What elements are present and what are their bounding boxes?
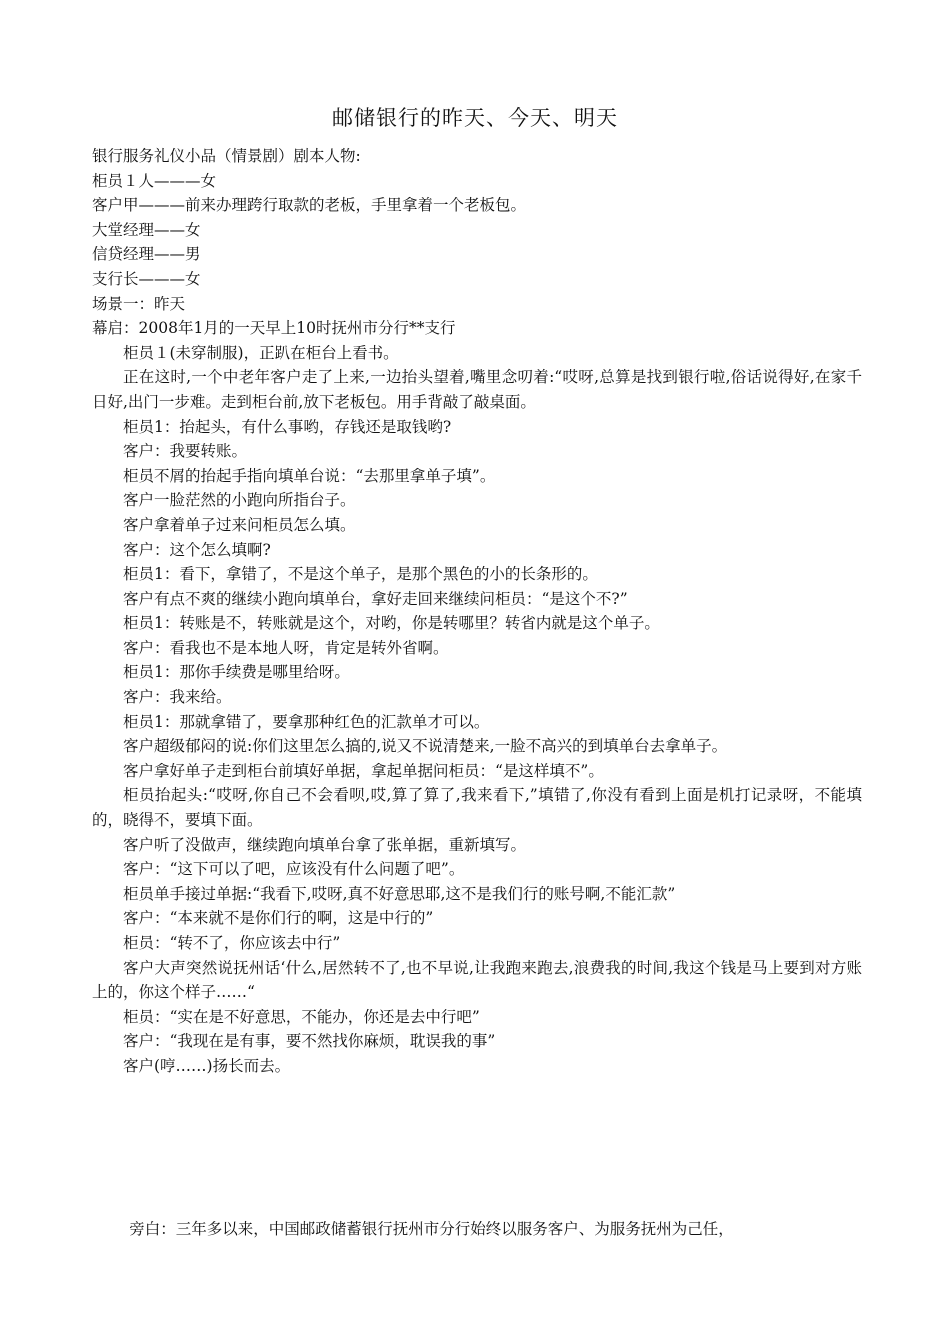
script-paragraph: 客户一脸茫然的小跑向所指台子。 bbox=[123, 491, 356, 510]
script-paragraph: 柜员：“实在是不好意思，不能办，你还是去中行吧” bbox=[123, 1007, 480, 1026]
script-paragraph: 正在这时,一个中老年客户走了上来,一边抬头望着,嘴里念叨着:“哎呀,总算是找到银行啦,俗话说得好,在家千日好,出门一步难。走到柜台前,放下老板包。用手背敲了敲桌面。 bbox=[92, 368, 862, 411]
script-paragraph: 柜员单手接过单据:“我看下,哎呀,真不好意思耶,这不是我们行的账号啊,不能汇款” bbox=[123, 884, 676, 903]
script-paragraph: 幕启：2008年1月的一天早上10时抚州市分行**支行 bbox=[92, 319, 456, 338]
script-paragraph: 柜员1：那你手续费是哪里给呀。 bbox=[123, 663, 350, 682]
narration-paragraph: 旁白：三年多以来，中国邮政储蓄银行抚州市分行始终以服务客户、为服务抚州为己任， bbox=[129, 1220, 734, 1238]
script-paragraph: 客户：我要转账。 bbox=[123, 442, 248, 461]
script-paragraph: 客户：“我现在是有事，要不然找你麻烦，耽误我的事” bbox=[123, 1032, 496, 1051]
script-paragraph: 场景一：昨天 bbox=[92, 294, 186, 313]
script-paragraph: 客户拿好单子走到柜台前填好单据，拿起单据问柜员：“是这样填不”。 bbox=[123, 761, 604, 780]
script-paragraph: 柜员：“转不了，你应该去中行” bbox=[123, 934, 341, 952]
script-paragraph: 客户大声突然说抚州话‘什么,居然转不了,也不早说,让我跑来跑去,浪费我的时间,我这个钱是马上要到对方账上的，你这个样子……“ bbox=[92, 958, 862, 1002]
script-paragraph: 客户听了没做声，继续跑向填单台拿了张单据，重新填写。 bbox=[123, 835, 527, 854]
script-paragraph: 柜员１人———女 bbox=[92, 171, 217, 190]
script-paragraph: 客户：看我也不是本地人呀，肯定是转外省啊。 bbox=[123, 638, 449, 657]
script-paragraph: 柜员1：看下，拿错了，不是这个单子，是那个黑色的小的长条形的。 bbox=[123, 565, 598, 584]
script-paragraph: 客户：这个怎么填啊? bbox=[123, 540, 271, 559]
script-paragraph: 柜员1：那就拿错了，要拿那种红色的汇款单才可以。 bbox=[123, 712, 490, 731]
page-title: 邮储银行的昨天、今天、明天 bbox=[332, 106, 618, 130]
script-paragraph: 客户(哼……)扬长而去。 bbox=[123, 1056, 291, 1075]
script-paragraph: 支行长———女 bbox=[92, 269, 201, 288]
script-paragraph: 大堂经理——女 bbox=[92, 220, 201, 239]
script-paragraph: 客户：我来给。 bbox=[123, 688, 232, 707]
script-paragraph: 柜员1：转账是不，转账就是这个，对哟，你是转哪里？转省内就是这个单子。 bbox=[123, 614, 660, 633]
script-paragraph: 客户有点不爽的继续小跑向填单台，拿好走回来继续问柜员：“是这个不?” bbox=[123, 589, 628, 608]
script-paragraph: 客户甲———前来办理跨行取款的老板，手里拿着一个老板包。 bbox=[92, 196, 527, 215]
script-paragraph: 柜员１(未穿制服)，正趴在柜台上看书。 bbox=[123, 343, 399, 362]
script-paragraph: 柜员1：抬起头，有什么事哟，存钱还是取钱哟? bbox=[123, 417, 452, 436]
script-paragraph: 信贷经理——男 bbox=[92, 245, 201, 264]
script-paragraph: 客户：“这下可以了吧，应该没有什么问题了吧”。 bbox=[123, 860, 465, 879]
script-paragraph: 客户超级郁闷的说:你们这里怎么搞的,说又不说清楚来,一脸不高兴的到填单台去拿单子。 bbox=[123, 737, 728, 756]
script-paragraph: 客户：“本来就不是你们行的啊，这是中行的” bbox=[123, 909, 434, 928]
script-paragraph: 柜员不屑的抬起手指向填单台说：“去那里拿单子填”。 bbox=[123, 466, 496, 485]
script-paragraph: 客户拿着单子过来问柜员怎么填。 bbox=[123, 515, 356, 534]
script-paragraph: 柜员抬起头:“哎呀,你自己不会看呗,哎,算了算了,我来看下,”填错了,你没有看到上面是机打记录呀，不能填的，晓得不，要填下面。 bbox=[92, 786, 862, 830]
script-body bbox=[92, 144, 862, 1079]
script-paragraph: 银行服务礼仪小品（情景剧）剧本人物: bbox=[92, 147, 361, 165]
